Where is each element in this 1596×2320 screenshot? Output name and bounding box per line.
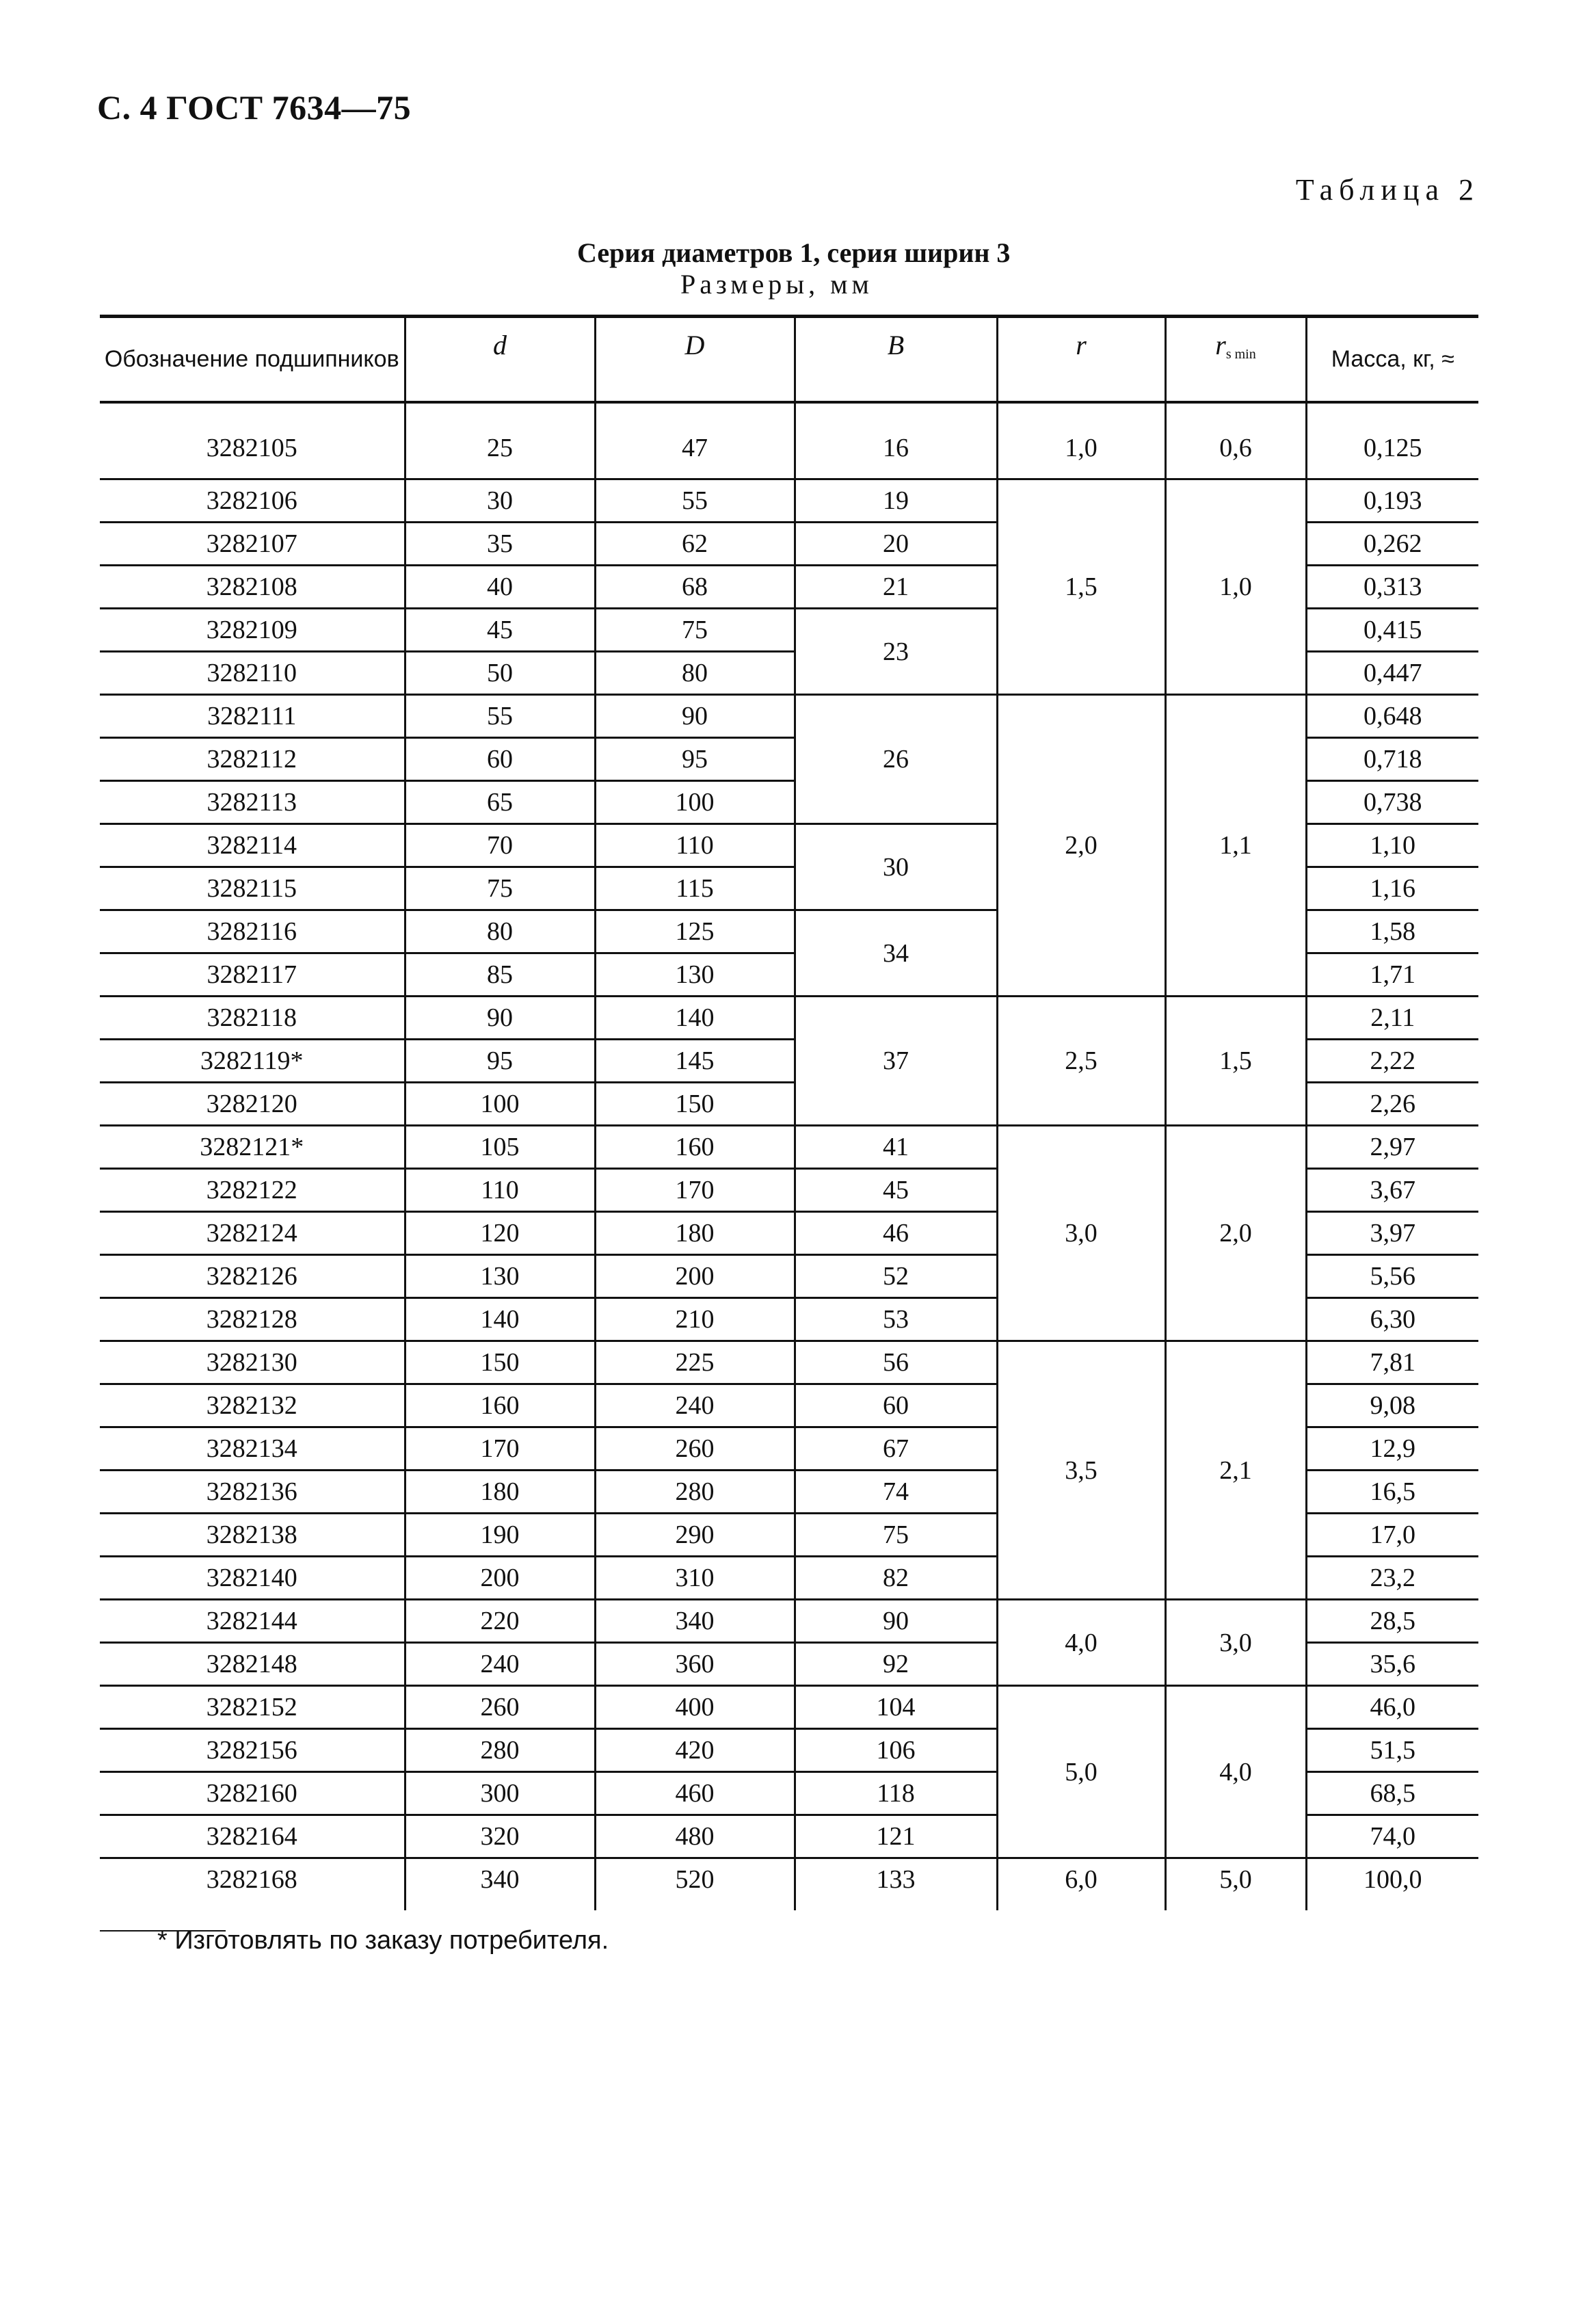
cell-B: 46 <box>795 1212 997 1255</box>
cell-d: 85 <box>405 953 595 997</box>
cell-mass: 2,97 <box>1306 1126 1478 1169</box>
cell-designation: 3282130 <box>100 1341 405 1384</box>
cell-d: 220 <box>405 1600 595 1643</box>
table-body <box>100 402 1478 1910</box>
cell-B: 26 <box>795 695 997 824</box>
cell-mass: 0,447 <box>1306 652 1478 695</box>
cell-d: 150 <box>405 1341 595 1384</box>
col-D: D <box>595 317 795 403</box>
table-number: Таблица 2 <box>1295 173 1480 207</box>
cell-B: 23 <box>795 609 997 695</box>
cell-d: 55 <box>405 695 595 738</box>
cell-d: 190 <box>405 1514 595 1557</box>
cell-D: 290 <box>595 1514 795 1557</box>
cell-D: 340 <box>595 1600 795 1643</box>
cell-B: 133 <box>795 1858 997 1911</box>
cell-r: 1,0 <box>997 402 1165 479</box>
cell-d: 340 <box>405 1858 595 1911</box>
cell-B: 60 <box>795 1384 997 1427</box>
cell-designation: 3282118 <box>100 997 405 1040</box>
table-row <box>100 1858 1478 1911</box>
cell-mass: 68,5 <box>1306 1772 1478 1815</box>
cell-mass: 0,415 <box>1306 609 1478 652</box>
cell-mass: 2,26 <box>1306 1083 1478 1126</box>
cell-D: 47 <box>595 402 795 479</box>
bearing-dimensions-table <box>100 315 1478 1910</box>
cell-D: 460 <box>595 1772 795 1815</box>
cell-d: 105 <box>405 1126 595 1169</box>
cell-D: 90 <box>595 695 795 738</box>
cell-designation: 3282148 <box>100 1643 405 1686</box>
cell-D: 145 <box>595 1040 795 1083</box>
cell-designation: 3282115 <box>100 867 405 910</box>
cell-mass: 23,2 <box>1306 1557 1478 1600</box>
cell-d: 260 <box>405 1686 595 1729</box>
cell-D: 55 <box>595 479 795 523</box>
cell-r: 5,0 <box>997 1686 1165 1858</box>
cell-D: 480 <box>595 1815 795 1858</box>
cell-B: 30 <box>795 824 997 910</box>
cell-rs-min: 2,1 <box>1165 1341 1306 1600</box>
cell-mass: 0,125 <box>1306 402 1478 479</box>
cell-mass: 1,58 <box>1306 910 1478 953</box>
units-note: Размеры, мм <box>680 269 873 300</box>
cell-B: 16 <box>795 402 997 479</box>
cell-D: 150 <box>595 1083 795 1126</box>
cell-d: 45 <box>405 609 595 652</box>
cell-B: 19 <box>795 479 997 523</box>
cell-designation: 3282132 <box>100 1384 405 1427</box>
cell-D: 240 <box>595 1384 795 1427</box>
cell-designation: 3282106 <box>100 479 405 523</box>
cell-rs-min: 2,0 <box>1165 1126 1306 1341</box>
col-designation: Обозначение подшипников <box>100 317 405 403</box>
cell-mass: 100,0 <box>1306 1858 1478 1911</box>
cell-D: 260 <box>595 1427 795 1471</box>
cell-D: 68 <box>595 566 795 609</box>
cell-d: 100 <box>405 1083 595 1126</box>
cell-d: 130 <box>405 1255 595 1298</box>
cell-designation: 3282136 <box>100 1471 405 1514</box>
cell-d: 110 <box>405 1169 595 1212</box>
cell-d: 75 <box>405 867 595 910</box>
cell-B: 52 <box>795 1255 997 1298</box>
cell-mass: 1,16 <box>1306 867 1478 910</box>
cell-B: 92 <box>795 1643 997 1686</box>
cell-B: 67 <box>795 1427 997 1471</box>
cell-d: 300 <box>405 1772 595 1815</box>
cell-mass: 35,6 <box>1306 1643 1478 1686</box>
cell-mass: 1,71 <box>1306 953 1478 997</box>
cell-rs-min: 0,6 <box>1165 402 1306 479</box>
cell-B: 121 <box>795 1815 997 1858</box>
cell-mass: 16,5 <box>1306 1471 1478 1514</box>
table-row <box>100 997 1478 1040</box>
cell-designation: 3282126 <box>100 1255 405 1298</box>
cell-mass: 2,22 <box>1306 1040 1478 1083</box>
cell-rs-min: 1,0 <box>1165 479 1306 695</box>
cell-B: 20 <box>795 523 997 566</box>
cell-D: 210 <box>595 1298 795 1341</box>
cell-r: 3,5 <box>997 1341 1165 1600</box>
series-title: Серия диаметров 1, серия ширин 3 <box>577 237 1011 268</box>
col-d: d <box>405 317 595 403</box>
cell-D: 115 <box>595 867 795 910</box>
cell-designation: 3282112 <box>100 738 405 781</box>
cell-designation: 3282156 <box>100 1729 405 1772</box>
cell-r: 6,0 <box>997 1858 1165 1911</box>
cell-mass: 0,718 <box>1306 738 1478 781</box>
cell-d: 140 <box>405 1298 595 1341</box>
cell-D: 75 <box>595 609 795 652</box>
cell-mass: 9,08 <box>1306 1384 1478 1427</box>
cell-mass: 51,5 <box>1306 1729 1478 1772</box>
cell-mass: 3,97 <box>1306 1212 1478 1255</box>
cell-designation: 3282144 <box>100 1600 405 1643</box>
cell-mass: 2,11 <box>1306 997 1478 1040</box>
cell-D: 225 <box>595 1341 795 1384</box>
cell-mass: 46,0 <box>1306 1686 1478 1729</box>
cell-d: 50 <box>405 652 595 695</box>
cell-mass: 0,648 <box>1306 695 1478 738</box>
cell-designation: 3282160 <box>100 1772 405 1815</box>
cell-B: 45 <box>795 1169 997 1212</box>
cell-designation: 3282164 <box>100 1815 405 1858</box>
cell-mass: 6,30 <box>1306 1298 1478 1341</box>
cell-mass: 7,81 <box>1306 1341 1478 1384</box>
cell-designation: 3282120 <box>100 1083 405 1126</box>
cell-D: 160 <box>595 1126 795 1169</box>
col-mass: Масса, кг, ≈ <box>1306 317 1478 403</box>
col-rs-subscript: s min <box>1225 347 1256 362</box>
cell-designation: 3282116 <box>100 910 405 953</box>
cell-d: 180 <box>405 1471 595 1514</box>
cell-designation: 3282111 <box>100 695 405 738</box>
cell-designation: 3282134 <box>100 1427 405 1471</box>
cell-d: 35 <box>405 523 595 566</box>
cell-designation: 3282109 <box>100 609 405 652</box>
col-rs-min: $r_{s min}$ <box>1165 317 1306 403</box>
cell-mass: 74,0 <box>1306 1815 1478 1858</box>
cell-mass: 0,738 <box>1306 781 1478 824</box>
cell-d: 160 <box>405 1384 595 1427</box>
cell-D: 400 <box>595 1686 795 1729</box>
cell-designation: 3282140 <box>100 1557 405 1600</box>
cell-d: 70 <box>405 824 595 867</box>
cell-D: 100 <box>595 781 795 824</box>
cell-mass: 0,262 <box>1306 523 1478 566</box>
cell-B: 118 <box>795 1772 997 1815</box>
cell-B: 34 <box>795 910 997 997</box>
cell-d: 80 <box>405 910 595 953</box>
cell-d: 95 <box>405 1040 595 1083</box>
cell-D: 130 <box>595 953 795 997</box>
table-row <box>100 1126 1478 1169</box>
cell-d: 320 <box>405 1815 595 1858</box>
cell-mass: 5,56 <box>1306 1255 1478 1298</box>
cell-D: 110 <box>595 824 795 867</box>
cell-designation: 3282117 <box>100 953 405 997</box>
table-row <box>100 1341 1478 1384</box>
cell-B: 37 <box>795 997 997 1126</box>
cell-D: 520 <box>595 1858 795 1911</box>
cell-d: 170 <box>405 1427 595 1471</box>
col-B: B <box>795 317 997 403</box>
col-r: r <box>997 317 1165 403</box>
cell-d: 280 <box>405 1729 595 1772</box>
cell-d: 240 <box>405 1643 595 1686</box>
table-row <box>100 1600 1478 1643</box>
cell-B: 74 <box>795 1471 997 1514</box>
cell-B: 82 <box>795 1557 997 1600</box>
cell-B: 104 <box>795 1686 997 1729</box>
cell-d: 120 <box>405 1212 595 1255</box>
cell-r: 1,5 <box>997 479 1165 695</box>
cell-D: 310 <box>595 1557 795 1600</box>
cell-D: 125 <box>595 910 795 953</box>
cell-d: 40 <box>405 566 595 609</box>
cell-B: 21 <box>795 566 997 609</box>
cell-d: 60 <box>405 738 595 781</box>
cell-rs-min: 4,0 <box>1165 1686 1306 1858</box>
cell-d: 65 <box>405 781 595 824</box>
cell-D: 280 <box>595 1471 795 1514</box>
cell-r: 4,0 <box>997 1600 1165 1686</box>
cell-designation: 3282110 <box>100 652 405 695</box>
cell-r: 2,0 <box>997 695 1165 997</box>
header-row <box>100 317 1478 403</box>
cell-designation: 3282168 <box>206 1865 297 1894</box>
cell-B: 53 <box>795 1298 997 1341</box>
cell-d: 90 <box>405 997 595 1040</box>
footnote: * Изготовлять по заказу потребителя. <box>157 1926 609 1955</box>
cell-mass: 3,67 <box>1306 1169 1478 1212</box>
cell-r: 2,5 <box>997 997 1165 1126</box>
cell-B: 56 <box>795 1341 997 1384</box>
cell-designation: 3282152 <box>100 1686 405 1729</box>
cell-d: 30 <box>405 479 595 523</box>
table-row <box>100 479 1478 523</box>
cell-B: 41 <box>795 1126 997 1169</box>
cell-designation: 3282114 <box>100 824 405 867</box>
cell-rs-min: 3,0 <box>1165 1600 1306 1686</box>
cell-B: 106 <box>795 1729 997 1772</box>
cell-mass: 17,0 <box>1306 1514 1478 1557</box>
table-row <box>100 1686 1478 1729</box>
cell-D: 420 <box>595 1729 795 1772</box>
cell-d: 25 <box>405 402 595 479</box>
cell-D: 170 <box>595 1169 795 1212</box>
cell-B: 75 <box>795 1514 997 1557</box>
cell-mass: 0,313 <box>1306 566 1478 609</box>
cell-mass: 12,9 <box>1306 1427 1478 1471</box>
cell-D: 200 <box>595 1255 795 1298</box>
cell-d: 200 <box>405 1557 595 1600</box>
cell-rs-min: 1,1 <box>1165 695 1306 997</box>
table-row <box>100 695 1478 738</box>
cell-mass: 0,193 <box>1306 479 1478 523</box>
cell-D: 80 <box>595 652 795 695</box>
cell-D: 95 <box>595 738 795 781</box>
cell-mass: 28,5 <box>1306 1600 1478 1643</box>
cell-designation: 3282107 <box>100 523 405 566</box>
cell-D: 62 <box>595 523 795 566</box>
cell-designation: 3282124 <box>100 1212 405 1255</box>
cell-D: 180 <box>595 1212 795 1255</box>
table-row <box>100 402 1478 479</box>
cell-designation: 3282128 <box>100 1298 405 1341</box>
cell-rs-min: 1,5 <box>1165 997 1306 1126</box>
cell-r: 3,0 <box>997 1126 1165 1341</box>
cell-D: 140 <box>595 997 795 1040</box>
cell-mass: 1,10 <box>1306 824 1478 867</box>
cell-designation: 3282105 <box>100 402 405 479</box>
cell-B: 90 <box>795 1600 997 1643</box>
cell-designation: 3282138 <box>100 1514 405 1557</box>
cell-designation: 3282122 <box>100 1169 405 1212</box>
cell-designation: 3282121* <box>100 1126 405 1169</box>
cell-rs-min: 5,0 <box>1165 1858 1306 1911</box>
cell-designation: 3282119* <box>100 1040 405 1083</box>
cell-designation: 3282113 <box>100 781 405 824</box>
cell-designation: 3282108 <box>100 566 405 609</box>
cell-D: 360 <box>595 1643 795 1686</box>
page-header: С. 4 ГОСТ 7634—75 <box>97 88 412 127</box>
